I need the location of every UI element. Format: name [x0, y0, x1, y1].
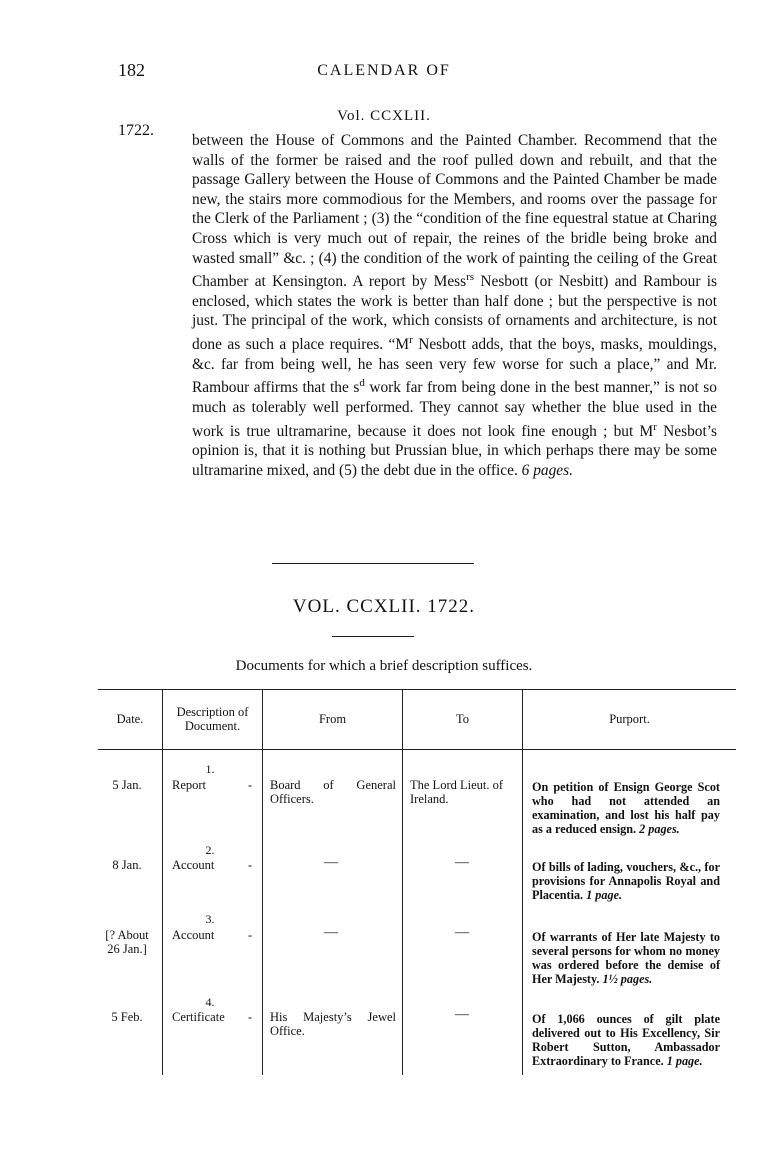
superscript: r [409, 334, 413, 347]
entry-description [172, 928, 260, 942]
entry-date: 8 Jan. [112, 858, 142, 872]
entry-number: 1. [205, 762, 215, 776]
entry-description [172, 1010, 260, 1024]
entry-purport [532, 780, 720, 836]
superscript: d [359, 377, 365, 390]
leader-dash: - [248, 858, 253, 872]
entry-to: — [455, 925, 469, 940]
entry-number: 4. [205, 995, 215, 1009]
entry-date: 5 Feb. [111, 1010, 143, 1024]
paragraph-text-3: Nesbott adds, that the boys, masks, mouldings, &c. far from being well, he has seen very few worse for such a place,” and Mr. Rambour affirms that the s [192, 336, 717, 397]
table-caption: Documents for which a brief description suffices. [235, 658, 533, 674]
continued-paragraph [192, 131, 717, 481]
header-date: Date. [116, 712, 144, 726]
section-divider [272, 563, 474, 564]
entry-date: [? About 26 Jan.] [105, 928, 149, 956]
year-margin-note: 1722. [118, 122, 154, 139]
superscript: rs [466, 271, 475, 284]
purport-text: Of bills of lading, vouchers, &c., for provisions for Annapolis Royal and Placentia. [532, 860, 720, 902]
paragraph-text-4: work far from being done in the best manner,” is not so much as tolerably well performed. They cannot say whether the blue used in the work is true ultramarine, because it does not look fine enough ; but M [192, 379, 717, 440]
purport-text: Of warrants of Her late Majesty to several persons for whom no money was ordered before the demise of Her Majesty. [532, 930, 720, 986]
volume-heading: Vol. CCXLII. [337, 108, 431, 124]
entry-to: — [455, 855, 469, 870]
description-text: Certificate [172, 1010, 225, 1024]
header-description: Description of Document. [176, 705, 249, 733]
entry-purport [532, 1012, 720, 1068]
entry-from: His Majesty’s Jewel Office. [270, 1010, 396, 1038]
header-purport: Purport. [609, 712, 650, 726]
purport-text: Of 1,066 ounces of gilt plate delivered out to His Excellency, Sir Robert Sutton, Ambassador Extraordinary to France. [532, 1012, 720, 1068]
entry-from: Board of General Officers. [270, 778, 396, 806]
section-title: VOL. CCXLII. 1722. [292, 596, 476, 617]
purport-pages: 1½ pages. [602, 972, 653, 986]
superscript: r [653, 420, 657, 433]
entry-from: — [324, 855, 338, 870]
title-underline [332, 636, 414, 637]
paragraph-text-2: Nesbott (or Nesbitt) and Rambour is enclosed, which states the work is better than half done ; but the perspective is not just. The principal of the work, which consists of ornaments and architecture, is not done as such a place requires. “M [192, 273, 717, 354]
header-to: To [455, 712, 469, 726]
page-number: 182 [118, 60, 145, 80]
paragraph-text-1: between the House of Commons and the Painted Chamber. Recommend that the walls of the former be raised and the roof pulled down and rebuilt, and that the passage Gallery between the House of Commons and the Painted Chamber be made new, the stairs more commodious for the Members, and rooms over the passage for the Clerk of the Parliament ; (3) the “condition of the fine equestral statue at Charing Cross which is very much out of repair, the reines of the bridle being broke and wasted small” &c. ; (4) the condition of the work of painting the ceiling of the Great Chamber at Kensington. A report by Mess [192, 132, 717, 291]
entry-number: 2. [205, 843, 215, 857]
running-head: CALENDAR OF [317, 62, 451, 79]
purport-pages: 1 page. [586, 888, 623, 902]
leader-dash: - [248, 1010, 253, 1024]
entry-description [172, 858, 260, 872]
paragraph-text-5: Nesbot’s opinion is, that it is nothing but Prussian blue, in which perhaps there may be some ultramarine mixed, and (5) the debt due in the office. [192, 422, 718, 479]
entry-from: — [324, 925, 338, 940]
leader-dash: - [248, 928, 253, 942]
entry-purport [532, 860, 720, 902]
page-count: 6 pages. [521, 462, 573, 479]
purport-pages: 2 pages. [639, 822, 680, 836]
entry-description [172, 778, 260, 792]
description-text: Account [172, 858, 215, 872]
header-from: From [318, 712, 347, 726]
table-header-rule [98, 749, 736, 750]
description-text: Report [172, 778, 207, 792]
leader-dash: - [248, 778, 253, 792]
purport-pages: 1 page. [666, 1054, 703, 1068]
entry-number: 3. [205, 912, 215, 926]
description-text: Account [172, 928, 215, 942]
entry-purport [532, 930, 720, 986]
purport-text: On petition of Ensign George Scot who had not attended an examination, and lost his half pay as a reduced ensign. [532, 780, 720, 836]
entry-date: 5 Jan. [112, 778, 142, 792]
entry-to: The Lord Lieut. of Ireland. [410, 778, 504, 806]
entry-to: — [455, 1007, 469, 1022]
